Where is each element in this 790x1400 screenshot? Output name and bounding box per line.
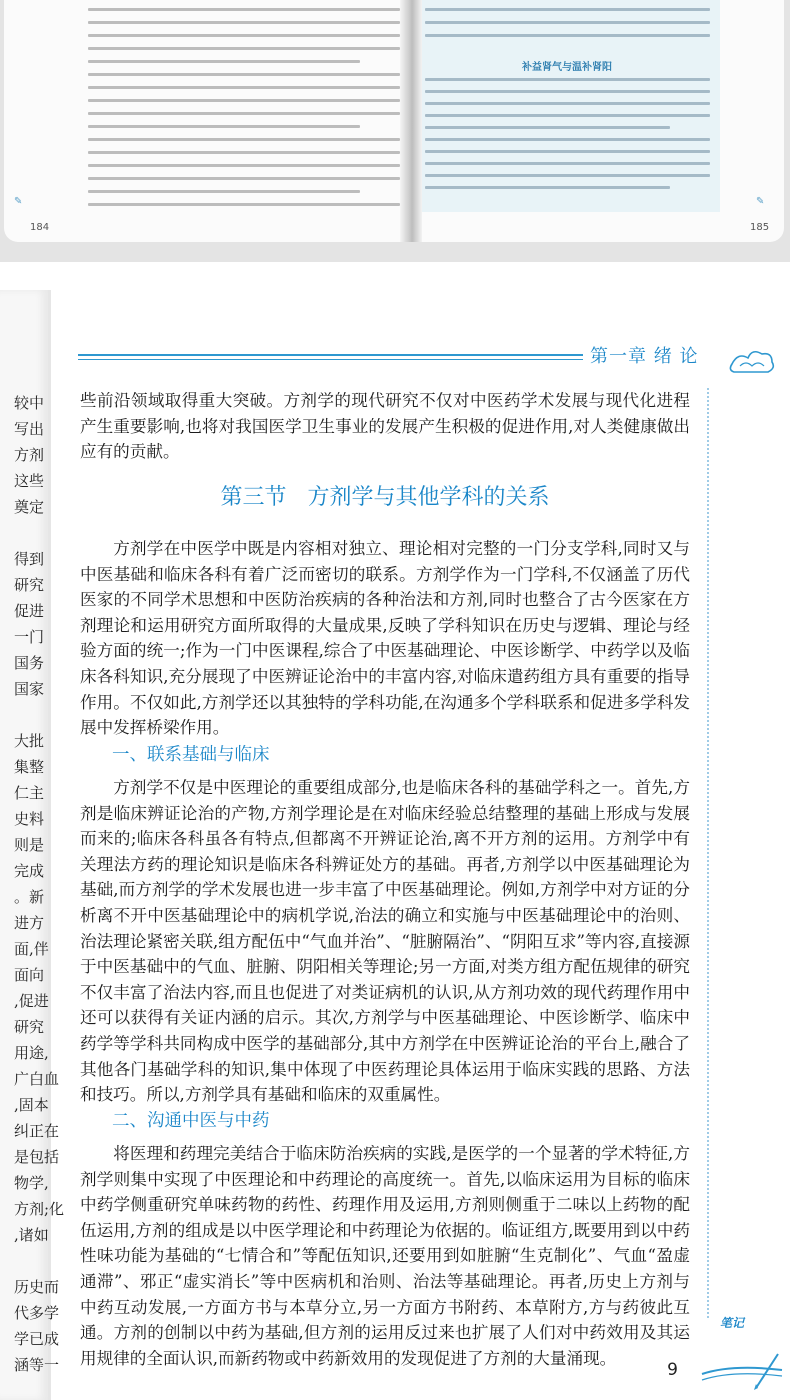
pen-notes-icon: ✎ [14, 196, 23, 207]
notes-label-text: 笔记 [720, 1316, 745, 1330]
blurred-text-line [425, 162, 710, 165]
cloud-ornament-icon [726, 342, 778, 376]
blurred-text-line [425, 114, 710, 117]
previous-spread-photo [0, 0, 790, 262]
book-gutter [400, 0, 422, 242]
blurred-text-line [88, 164, 400, 167]
edge-fragment: 较中 [14, 394, 45, 412]
blurred-text-line [88, 190, 360, 193]
blurred-text-line [88, 203, 400, 206]
edge-text-fragments [14, 390, 65, 1378]
intro-paragraph [80, 388, 690, 465]
edge-fragment: 完成 [14, 862, 45, 880]
blurred-text-line [425, 34, 710, 37]
edge-fragment: 奠定 [14, 498, 45, 516]
edge-fragment: ,诸如 [14, 1226, 49, 1244]
edge-fragment: 。新 [14, 888, 45, 906]
subsection-1-text: 方剂学不仅是中医理论的重要组成部分,也是临床各科的基础学科之一。首先,方剂是临床辨证论治的产物,方剂学理论是在对临床经验总结整理的基础上形成与发展而来的;临床各科虽各有特点,但都离不开辨证论治,离不开方剂的运用。方剂学中有关理法方药的理论知识是临床各科辨证处方的基础。再者,方剂学以中医基础理论为基础,而方剂学的学术发展也进一步丰富了中医基础理论。例如,方剂学中对方证的分析离不开中医基础理论中的病机学说,治法的确立和实施与中医基础理论中的治则、治法理论紧密关联,组方配伍中“气血并治”、“脏腑隔治”、“阴阳互求”等内容,直接源于中医基础中的气血、脏腑、阴阳相关等理论;另一方面,对类方组方配伍规律的研究不仅丰富了治法内容,而且也促进了对类证病机的认识,从方剂功效的现代药理作用中还可以获得有关证内涵的启示。其次,方剂学与中医基础理论、中医诊断学、临床中药学等学科共同构成中医学的基础部分,其中方剂学在中医辨证论治的平台上,融合了其他各门基础学科的知识,集中体现了中医药理论具体运用于临床实践的思路、方法和技巧。所以,方剂学具有基础和临床的双重属性。 [80, 778, 690, 1105]
subsection-1-paragraph [80, 775, 690, 1108]
pen-notes-icon: ✎ [756, 196, 765, 207]
edge-fragment: 方剂 [14, 446, 45, 464]
edge-fragment: 物学, [14, 1174, 49, 1192]
blurred-text-line [425, 126, 670, 129]
blurred-text-line [425, 21, 710, 24]
edge-fragment: 集整 [14, 758, 45, 776]
edge-fragment: 面,伴 [14, 940, 49, 958]
decorative-ribbon-icon [696, 1344, 788, 1396]
edge-fragment: 一门 [14, 628, 45, 646]
blurred-text-line [88, 177, 400, 180]
blurred-text-line [425, 90, 710, 93]
edge-fragment: 方剂;化 [14, 1200, 65, 1218]
subsection-heading-1: 一、联系基础与临床 [112, 745, 270, 765]
blurred-text-line [88, 112, 400, 115]
blurred-text-line [88, 138, 400, 141]
blurred-text-line [425, 102, 710, 105]
section-title: 第三节 方剂学与其他学科的关系 [220, 485, 550, 510]
right-page-number: 185 [750, 222, 770, 233]
running-header [78, 342, 778, 372]
left-page-number: 184 [30, 222, 50, 233]
blurred-text-line [88, 99, 400, 102]
edge-fragment: 大批 [14, 732, 45, 750]
blurred-text-line [88, 21, 400, 24]
edge-fragment: 面向 [14, 966, 45, 984]
edge-fragment: 进方 [14, 914, 45, 932]
edge-fragment: 学已成 [14, 1330, 60, 1348]
previous-page-edge [0, 290, 65, 1400]
blurred-text-line [425, 78, 710, 81]
edge-fragment: ,固本 [14, 1096, 49, 1114]
notes-label [720, 1312, 764, 1340]
blurred-text-line [88, 151, 400, 154]
blurred-text-line [425, 186, 670, 189]
blurred-text-line [88, 8, 400, 11]
edge-fragment: 研究 [14, 1018, 45, 1036]
edge-fragment: 纠正在 [14, 1122, 60, 1140]
section-text: 方剂学在中医学中既是内容相对独立、理论相对完整的一门分支学科,同时又与中医基础和临床各科有着广泛而密切的联系。方剂学作为一门学科,不仅涵盖了历代医家的不同学术思想和中医防治疾病的各种治法和方剂,同时也整合了古今医家在方剂理论和运用研究方面所取得的大量成果,反映了学科知识在历史与逻辑、理论与经验方面的统一;作为一门中医课程,综合了中医基础理论、中医诊断学、中药学以及临床各科知识,充分展现了中医辨证论治中的丰富内容,对临床遣药组方具有重要的指导作用。不仅如此,方剂学还以其独特的学科功能,在沟通多个学科联系和促进多学科发展中发挥桥梁作用。 [80, 539, 690, 738]
sidebar-heading: 补益肾气与温补肾阳 [522, 62, 612, 73]
edge-fragment: 研究 [14, 576, 45, 594]
edge-fragment: 促进 [14, 602, 45, 620]
blurred-text-line [88, 60, 360, 63]
blurred-text-line [88, 34, 400, 37]
notes-margin-rule [707, 388, 709, 1318]
intro-text: 些前沿领域取得重大突破。方剂学的现代研究不仅对中医药学术发展与现代化进程产生重要影响,也将对我国医学卫生事业的发展产生积极的促进作用,对人类健康做出应有的贡献。 [80, 391, 690, 462]
subsection-heading-2: 二、沟通中医与中药 [112, 1111, 270, 1131]
edge-fragment [14, 702, 44, 728]
edge-fragment: ,促进 [14, 992, 49, 1010]
edge-fragment: 这些 [14, 472, 45, 490]
chapter-label: 第一章 绪 论 [590, 346, 699, 367]
blurred-text-line [88, 73, 400, 76]
edge-fragment: 是包括 [14, 1148, 60, 1166]
edge-fragment: 写出 [14, 420, 45, 438]
blurred-text-line [425, 150, 710, 153]
edge-fragment [14, 520, 44, 546]
edge-fragment: 历史而 [14, 1278, 60, 1296]
edge-fragment [14, 1248, 44, 1274]
blurred-text-line [88, 125, 360, 128]
separator-gap [0, 262, 790, 290]
blurred-text-line [425, 8, 710, 11]
blurred-text-line [425, 138, 710, 141]
blue-sidebar-box [420, 0, 720, 212]
blurred-text-line [425, 174, 710, 177]
edge-fragment: 代多学 [14, 1304, 60, 1322]
page-number: 9 [667, 1360, 678, 1380]
header-rule [78, 354, 583, 356]
blurred-text-line [88, 86, 400, 89]
section-paragraph [80, 536, 690, 741]
edge-fragment: 用途, [14, 1044, 49, 1062]
edge-fragment: 广白血 [14, 1070, 60, 1088]
edge-fragment: 仁主 [14, 784, 45, 802]
book-page-9 [0, 290, 790, 1400]
header-rule-thin [78, 359, 583, 360]
edge-fragment: 则是 [14, 836, 45, 854]
edge-fragment: 涵等一 [14, 1356, 60, 1374]
edge-fragment: 史料 [14, 810, 45, 828]
subsection-2-text: 将医理和药理完美结合于临床防治疾病的实践,是医学的一个显著的学术特征,方剂学则集中实现了中医理论和中药理论的高度统一。首先,以临床运用为目标的临床中药学侧重研究单味药物的药性、药理作用及运用,方剂则侧重于二味以上药物的配伍运用,方剂的组成是以中医学理论和中药理论为依据的。临证组方,既要用到以中药性味功能为基础的“七情合和”等配伍知识,还要用到如脏腑“生克制化”、气血“盈虚通滞”、邪正“虚实消长”等中医病机和治则、治法等基础理论。再者,历史上方剂与中药互动发展,一方面方书与本草分立,另一方面方书附药、本草附方,方与药彼此互通。方剂的创制以中药为基础,但方剂的运用反过来也扩展了人们对中药效用及其运用规律的全面认识,而新药物或中药新效用的发现促进了方剂的大量涌现。 [80, 1144, 690, 1368]
blurred-text-line [88, 47, 400, 50]
edge-fragment: 国家 [14, 680, 45, 698]
edge-fragment: 得到 [14, 550, 45, 568]
edge-fragment: 国务 [14, 654, 45, 672]
subsection-2-paragraph [80, 1141, 690, 1371]
